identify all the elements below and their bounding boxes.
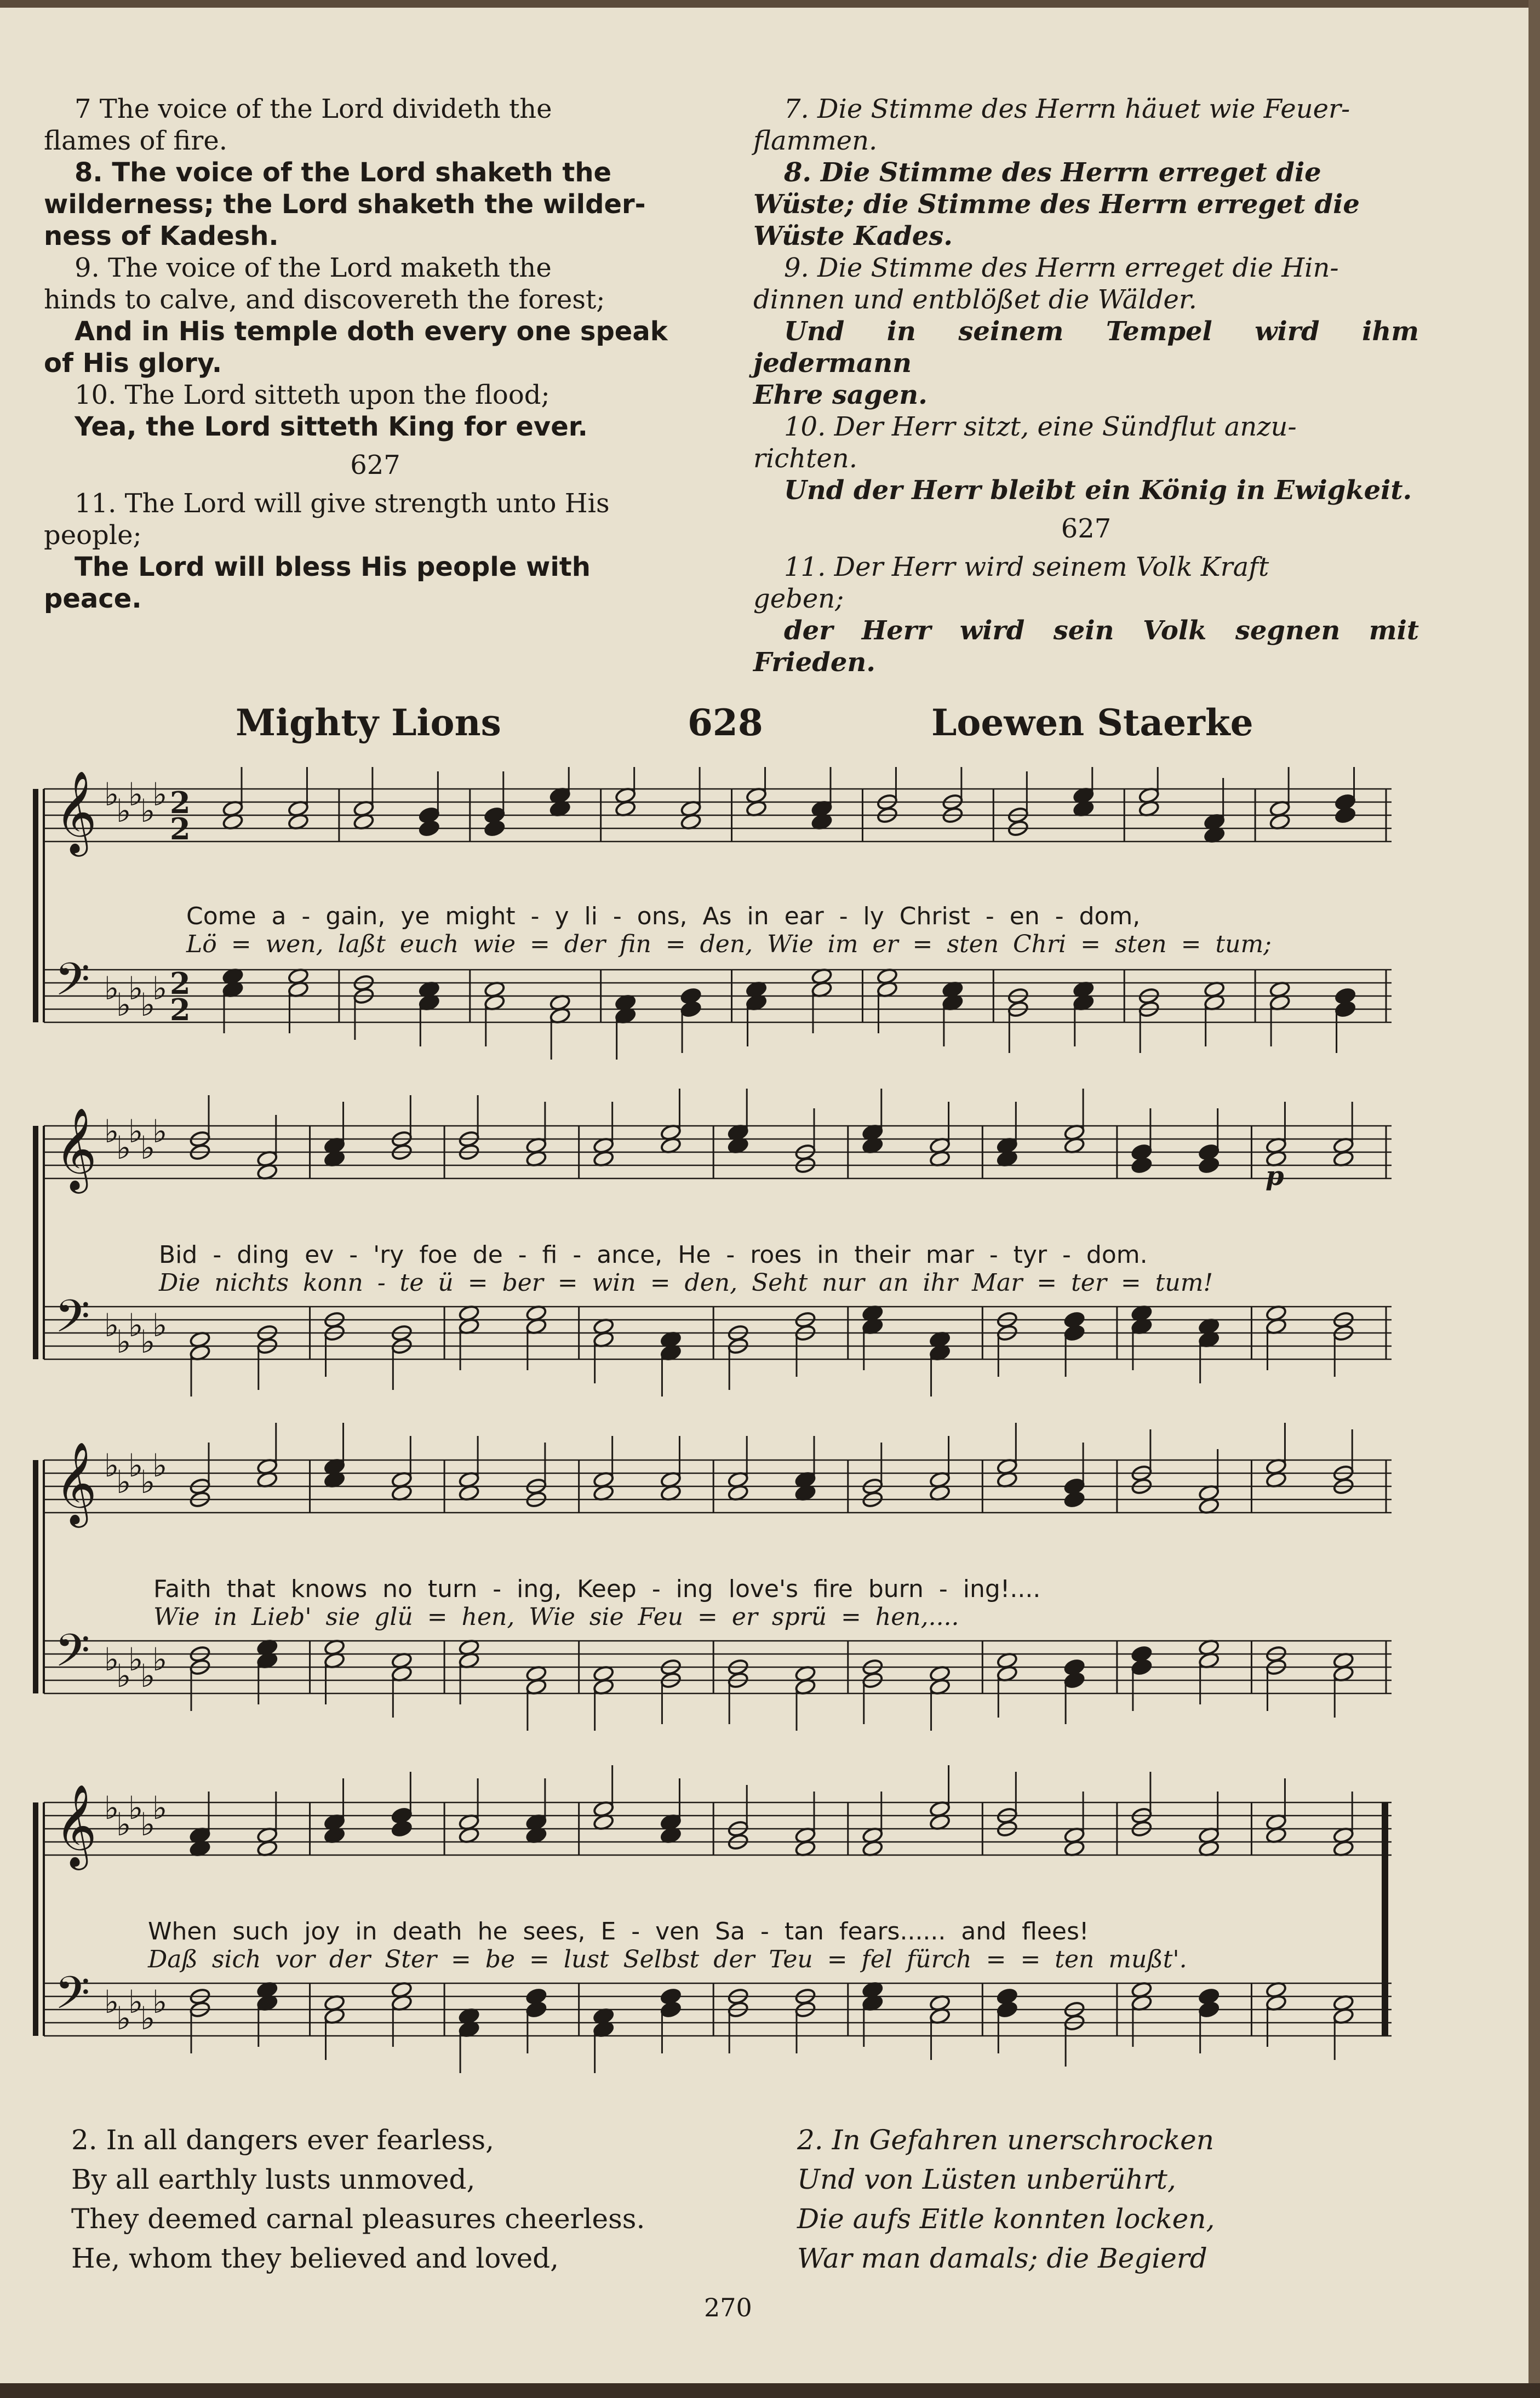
bass-staff xyxy=(44,1307,1392,1359)
note-head xyxy=(419,820,440,837)
stanza-line: They deemed carnal pleasures cheerless. xyxy=(71,2203,645,2235)
treble-clef-icon: 𝄞 xyxy=(55,1441,97,1524)
note-head xyxy=(484,820,505,837)
verse-11-en: 11. The Lord will give strength unto His people; xyxy=(44,488,610,551)
flat-sign-icon: ♭ xyxy=(140,2000,156,2037)
note-head xyxy=(1063,1491,1085,1508)
flat-sign-icon: ♭ xyxy=(104,1641,119,1678)
flat-sign-icon: ♭ xyxy=(128,970,144,1007)
verse-7-en: 7 The voice of the Lord divideth the flames of fire. xyxy=(44,94,552,156)
stanza-line: Und von Lüsten unberührt, xyxy=(797,2164,1176,2195)
note-head xyxy=(660,2001,682,2018)
stanza-line: 2. In Gefahren unerschrocken xyxy=(797,2124,1214,2156)
flat-sign-icon: ♭ xyxy=(116,1463,131,1501)
music-score xyxy=(33,767,1408,2115)
flat-sign-icon: ♭ xyxy=(152,1641,168,1678)
flat-sign-icon: ♭ xyxy=(128,1307,144,1344)
score-systems xyxy=(33,767,1392,2073)
lyric-line-german: Daß sich vor der Ster = be = lust Selbst der Teu = fel fürch = = ten mußt'. xyxy=(148,1945,1187,1973)
note-head xyxy=(525,2001,547,2018)
flat-sign-icon: ♭ xyxy=(104,1113,119,1150)
flat-sign-icon: ♭ xyxy=(152,1983,168,2021)
stanza-line: 2. In all dangers ever fearless, xyxy=(71,2124,495,2156)
page-edge-top xyxy=(0,0,1540,8)
lyric-line-english: Bid - ding ev - 'ry foe de - fi - ance, He - roes in their mar - tyr - dom. xyxy=(159,1241,1148,1269)
verse-8-en: 8. The voice of the Lord shaketh the wilderness; the Lord shaketh the wilder- ness of Kadesh. xyxy=(44,157,646,251)
system-bracket xyxy=(33,1126,38,1359)
note-head xyxy=(1063,1324,1085,1342)
treble-staff xyxy=(44,1802,1392,1855)
flat-sign-icon: ♭ xyxy=(140,1806,156,1843)
verse-10-en: 10. The Lord sitteth upon the flood; xyxy=(75,380,550,410)
flat-sign-icon: ♭ xyxy=(128,1983,144,2021)
page-edge-bottom xyxy=(0,2383,1540,2398)
treble-staff xyxy=(44,1126,1392,1178)
treble-staff xyxy=(44,789,1392,842)
page-number: 270 xyxy=(704,2293,752,2322)
bass-staff xyxy=(44,970,1392,1022)
lyric-line-german: Lö = wen, laßt euch wie = der fin = den, Wie im er = sten Chri = sten = tum; xyxy=(186,930,1272,958)
bass-staff xyxy=(44,1641,1392,1693)
flat-sign-icon: ♭ xyxy=(140,1463,156,1501)
verse-7-de: 7. Die Stimme des Herrn häuet wie Feuer- flammen. xyxy=(753,94,1350,156)
dynamic-mark: p xyxy=(1266,1161,1284,1192)
note-head xyxy=(1063,1672,1085,1689)
verse-11b-en: The Lord will bless His people with peace. xyxy=(44,552,591,614)
lyric-line-german: Die nichts konn - te ü = ber = win = den, Seht nur an ihr Mar = ter = tum! xyxy=(159,1269,1213,1297)
note-head xyxy=(1198,2001,1220,2018)
time-signature: 2 xyxy=(170,811,191,846)
flat-sign-icon: ♭ xyxy=(128,1113,144,1150)
verse-11b-de: der Herr wird sein Volk segnen mit Frieden. xyxy=(753,615,1419,678)
flat-sign-icon: ♭ xyxy=(128,776,144,813)
note-head xyxy=(680,1000,701,1018)
flat-sign-icon: ♭ xyxy=(116,1323,131,1360)
stanza-line: He, whom they believed and loved, xyxy=(71,2242,559,2274)
flat-sign-icon: ♭ xyxy=(116,1657,131,1695)
verse-9b-de: Und in seinem Tempel wird ihm jedermann Ehre sagen. xyxy=(753,316,1419,410)
note-head xyxy=(1131,1157,1152,1174)
flat-sign-icon: ♭ xyxy=(104,1447,119,1484)
flat-sign-icon: ♭ xyxy=(140,1657,156,1695)
flat-sign-icon: ♭ xyxy=(152,776,168,813)
bass-clef-icon: 𝄢 xyxy=(55,1966,90,2030)
hymn-title-german: Loewen Staerke xyxy=(931,701,1253,744)
flat-sign-icon: ♭ xyxy=(152,970,168,1007)
time-signature: 2 xyxy=(170,785,191,820)
note-head xyxy=(997,2001,1018,2018)
lyric-line-german: Wie in Lieb' sie glü = hen, Wie sie Feu = er sprü = hen,.... xyxy=(153,1603,959,1631)
flat-sign-icon: ♭ xyxy=(128,1447,144,1484)
bass-clef-icon: 𝄢 xyxy=(55,1624,90,1688)
treble-clef-icon: 𝄞 xyxy=(55,770,97,853)
lyrics-system-4 xyxy=(148,1918,1397,1973)
verse-10b-de: Und der Herr bleibt ein König in Ewigkeit. xyxy=(784,475,1412,506)
verse-8-de: 8. Die Stimme des Herrn erreget die Wüste; die Stimme des Herrn erreget die Wüste Kades. xyxy=(753,157,1360,251)
treble-clef-icon: 𝄞 xyxy=(55,1107,97,1190)
section-number-de: 627 xyxy=(1061,513,1112,544)
verse-10b-en: Yea, the Lord sitteth King for ever. xyxy=(75,411,588,442)
treble-staff xyxy=(44,1460,1392,1513)
flat-sign-icon: ♭ xyxy=(152,1113,168,1150)
flat-sign-icon: ♭ xyxy=(128,1641,144,1678)
flat-sign-icon: ♭ xyxy=(140,1323,156,1360)
lyric-line-english: When such joy in death he sees, E - ven Sa - tan fears...... and flees! xyxy=(148,1918,1089,1945)
hymn-title-english: Mighty Lions xyxy=(236,701,501,744)
system-bracket xyxy=(33,789,38,1022)
verse-11-de: 11. Der Herr wird seinem Volk Kraft geben; xyxy=(753,552,1269,614)
note-head xyxy=(1131,1658,1152,1676)
verse-10-de: 10. Der Herr sitzt, eine Sündflut anzu- richten. xyxy=(753,411,1297,474)
note-head xyxy=(391,1820,413,1838)
flat-sign-icon: ♭ xyxy=(128,1789,144,1827)
lyrics-system-2 xyxy=(159,1241,1364,1297)
verse-9b-en: And in His temple doth every one speak of His glory. xyxy=(44,316,668,379)
stanza-line: War man damals; die Begierd xyxy=(797,2242,1207,2274)
note-head xyxy=(1335,1000,1356,1018)
time-signature: 2 xyxy=(170,966,191,1001)
hymn-number: 628 xyxy=(688,701,763,744)
note-head xyxy=(1198,1157,1220,1174)
verse-9-de: 9. Die Stimme des Herrn erreget die Hin- dinnen und entblößet die Wälder. xyxy=(753,253,1339,315)
flat-sign-icon: ♭ xyxy=(104,1307,119,1344)
flat-sign-icon: ♭ xyxy=(104,1789,119,1827)
lyrics-system-1 xyxy=(186,902,1419,958)
flat-sign-icon: ♭ xyxy=(140,1129,156,1166)
flat-sign-icon: ♭ xyxy=(104,1983,119,2021)
flat-sign-icon: ♭ xyxy=(104,776,119,813)
flat-sign-icon: ♭ xyxy=(152,1307,168,1344)
flat-sign-icon: ♭ xyxy=(140,986,156,1023)
flat-sign-icon: ♭ xyxy=(116,2000,131,2037)
lyric-line-english: Faith that knows no turn - ing, Keep - ing love's fire burn - ing!.... xyxy=(153,1575,1041,1603)
flat-sign-icon: ♭ xyxy=(116,986,131,1023)
stanza-2-english xyxy=(71,2120,745,2278)
verse-9-en: 9. The voice of the Lord maketh the hinds to calve, and discovereth the forest; xyxy=(44,253,605,315)
flat-sign-icon: ♭ xyxy=(152,1447,168,1484)
system-bracket xyxy=(33,1460,38,1693)
bass-staff xyxy=(44,1983,1392,2036)
flat-sign-icon: ♭ xyxy=(152,1789,168,1827)
lyrics-system-3 xyxy=(153,1575,1392,1631)
flat-sign-icon: ♭ xyxy=(104,970,119,1007)
section-number-en: 627 xyxy=(350,450,400,480)
treble-clef-icon: 𝄞 xyxy=(55,1783,97,1867)
flat-sign-icon: ♭ xyxy=(116,1806,131,1843)
stanza-line: Die aufs Eitle konnten locken, xyxy=(797,2203,1215,2235)
time-signature: 2 xyxy=(170,992,191,1027)
flat-sign-icon: ♭ xyxy=(140,792,156,829)
flat-sign-icon: ♭ xyxy=(116,1129,131,1166)
note-head xyxy=(1335,806,1356,824)
german-psalm-column xyxy=(753,93,1419,678)
system-bracket xyxy=(33,1802,38,2036)
bass-clef-icon: 𝄢 xyxy=(55,1290,90,1354)
flat-sign-icon: ♭ xyxy=(116,792,131,829)
stanza-2-german xyxy=(797,2120,1427,2278)
english-psalm-column xyxy=(44,93,707,615)
stanza-line: By all earthly lusts unmoved, xyxy=(71,2164,476,2195)
lyric-line-english: Come a - gain, ye might - y li - ons, As in ear - ly Christ - en - dom, xyxy=(186,902,1141,930)
bass-clef-icon: 𝄢 xyxy=(55,953,90,1017)
page-edge-right xyxy=(1528,0,1540,2398)
